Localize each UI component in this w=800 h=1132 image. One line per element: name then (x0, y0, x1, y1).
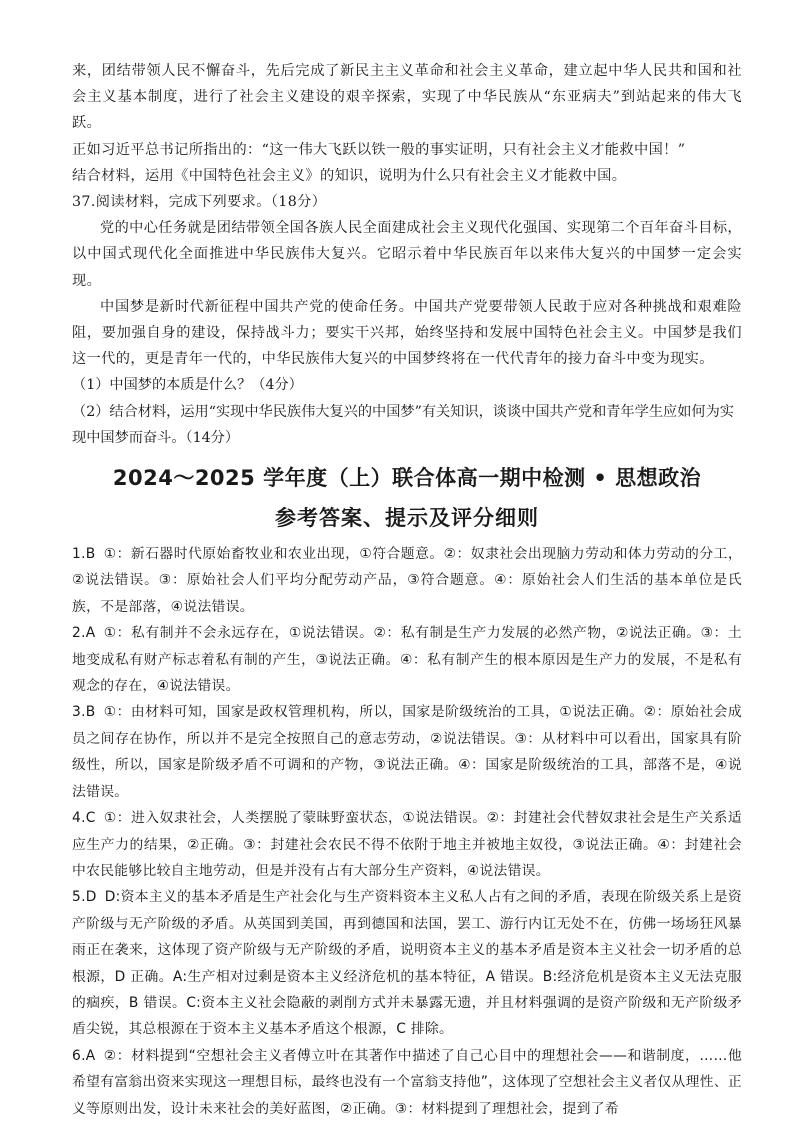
answer-key-subtitle: 参考答案、提示及评分细则 (275, 506, 539, 531)
answer-number: 3.B (72, 704, 96, 721)
intro-quote: 正如习近平总书记所指出的：“这一伟大飞跃以铁一般的事实证明，只有社会主义才能救中国！” (72, 141, 686, 158)
intro-task: 结合材料，运用《中国特色社会主义》的知识，说明为什么只有社会主义才能救中国。 (72, 167, 627, 184)
intro-paragraph: 来，团结带领人民不懈奋斗，先后完成了新民主主义革命和社会主义革命，建立起中华人民共和国和社会主义基本制度，进行了社会主义建设的艰辛探索，实现了中华民族从“东亚病夫”到站起来的伟大飞跃。 (72, 63, 742, 132)
answer-item (72, 805, 742, 884)
answer-number: 6.A (72, 1047, 96, 1064)
answer-text: ①：新石器时代原始畜牧业和农业出现，①符合题意。②：奴隶社会出现脑力劳动和体力劳动的分工，②说法错误。③：原始社会人们平均分配劳动产品，③符合题意。④：原始社会人们生活的基本单位是氏族，不是部落，④说法错误。 (72, 546, 742, 615)
question-37-header: 37.阅读材料，完成下列要求。（18分） (72, 194, 327, 211)
answer-number: 1.B (72, 546, 96, 563)
answer-item (72, 1043, 742, 1122)
question-37-sub-1: （1）中国梦的本质是什么？（4分） (72, 377, 303, 394)
question-37-material-2: 中国梦是新时代新征程中国共产党的使命任务。中国共产党要带领人民敢于应对各种挑战和艰难险阻，要加强自身的建设，保持战斗力；要实干兴邦，始终坚持和发展中国特色社会主义。中国梦是我们这一代的，更是青年一代的，中华民族伟大复兴的中国梦终将在一代代青年的接力奋斗中变为现实。 (72, 298, 742, 368)
answer-item (72, 541, 742, 620)
answer-item (72, 699, 742, 805)
answer-text: ①：进入奴隶社会，人类摆脱了蒙昧野蛮状态，①说法错误。②：封建社会代替奴隶社会是生产关系适应生产力的结果，②正确。③：封建社会农民不得不依附于地主并被地主奴役，③说法正确。④：封建社会中农民能够比较自主地劳动，但是并没有占有大部分生产资料，④说法错误。 (72, 810, 742, 879)
question-37-material-1: 党的中心任务就是团结带领全国各族人民全面建成社会主义现代化强国、实现第二个百年奋斗目标，以中国式现代化全面推进中华民族伟大复兴。它昭示着中华民族百年以来伟大复兴的中国梦一定会实现。 (72, 220, 742, 289)
answer-item (72, 620, 742, 699)
answer-number: 4.C (72, 810, 96, 827)
answer-item (72, 884, 742, 1042)
answer-number: 2.A (72, 625, 96, 642)
question-37-sub-2: （2）结合材料，运用“实现中华民族伟大复兴的中国梦”有关知识，谈谈中国共产党和青年学生应如何为实现中国梦而奋斗。（14分） (72, 403, 734, 446)
answer-text: ①：私有制并不会永远存在，①说法错误。②：私有制是生产力发展的必然产物，②说法正确。③：土地变成私有财产标志着私有制的产生，③说法正确。④：私有制产生的根本原因是生产力的发展，不是私有观念的存在，④说法错误。 (72, 625, 742, 695)
answer-text: ②：材料提到“空想社会主义者傅立叶在其著作中描述了自己心目中的理想社会——和谐制度，……他希望有富翁出资来实现这一理想目标，最终也没有一个富翁支持他”，这体现了空想社会主义者仅从理性、正义等原则出发，设计未来社会的美好蓝图，②正确。③：材料提到了理想社会，提到了希 (72, 1047, 742, 1117)
answer-key-title: 2024～2025 学年度（上）联合体高一期中检测 • 思想政治 (112, 466, 702, 491)
answer-text: D:资本主义的基本矛盾是生产社会化与生产资料资本主义私人占有之间的矛盾，表现在阶级关系上是资产阶级与无产阶级的矛盾。从英国到美国，再到德国和法国，罢工、游行内讧无处不在，仿佛一场场狂风暴雨正在袭来，这体现了资产阶级与无产阶级的矛盾，说明资本主义的基本矛盾是资本主义社会一切矛盾的总根源，D 正确。A:生产相对过剩是资本主义经济危机的基本特征，A 错误。B:经济危机是资本主义无法克服的痼疾，B 错误。C:资本主义社会隐蔽的剥削方式并未暴露无遗，并且材料强调的是资产阶级和无产阶级矛盾尖锐，其总根源在于资本主义基本矛盾这个根源，C 排除。 (72, 889, 742, 1038)
answer-number: 5.D (72, 889, 97, 906)
answer-text: ①：由材料可知，国家是政权管理机构，所以，国家是阶级统治的工具，①说法正确。②：原始社会成员之间存在协作，所以并不是完全按照自己的意志劳动，②说法错误。③：从材料中可以看出，国家具有阶级性，所以，国家是阶级矛盾不可调和的产物，③说法正确。④：国家是阶级统治的工具，部落不是，④说法错误。 (72, 704, 742, 800)
